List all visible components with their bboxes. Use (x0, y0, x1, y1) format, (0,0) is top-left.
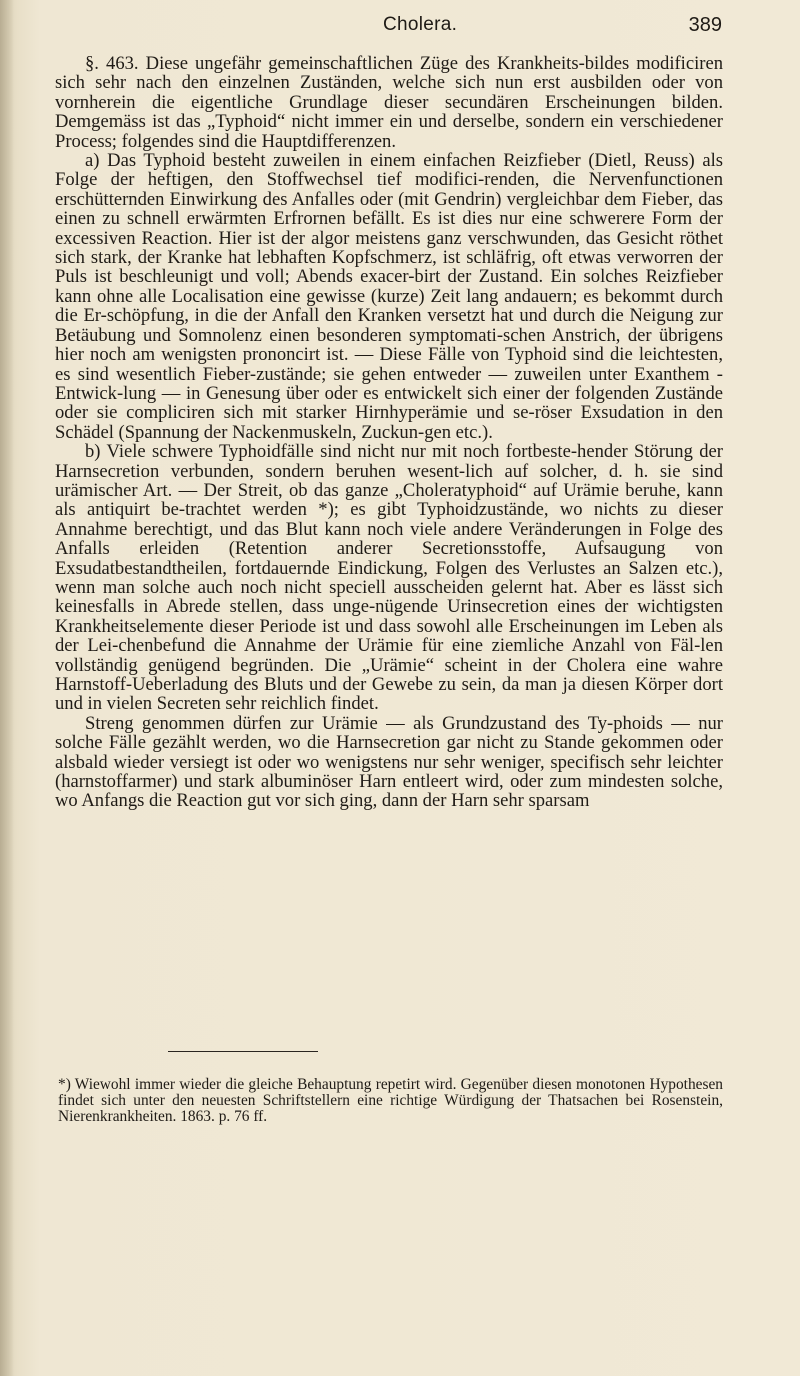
page-header (0, 14, 800, 40)
page-gutter-shadow (0, 0, 14, 1376)
paragraph-streng-genommen: Streng genommen dürfen zur Urämie — als Grundzustand des Ty-phoids — nur solche Fälle gezählt werden, wo die Harnsecretion gar nicht zu Stande gekommen oder alsbald wieder versiegt ist oder wo wenigstens nur sehr weniger, specifisch sehr leichter (harnstoffarmer) und stark albuminöser Harn entleert wird, oder zum mindesten solche, wo Anfangs die Reaction gut vor sich ging, dann der Harn sehr sparsam (55, 712, 723, 812)
page-number: 389 (688, 14, 722, 36)
running-title: Cholera. (383, 14, 458, 35)
paragraph-463-intro: §. 463. Diese ungefähr gemeinschaftlichen Züge des Krankheits-bildes modificiren sich sehr nach den einzelnen Zuständen, welche sich nun erst ausbilden oder von vornherein die eigentliche Grundlage dieser secundären Erscheinungen bilden. Demgemäss ist das „Typhoid“ nicht immer ein und derselbe, sondern ein verschiedener Process; folgendes sind die Hauptdifferenzen. (55, 53, 723, 152)
main-text (55, 54, 723, 811)
footnote: *) Wiewohl immer wieder die gleiche Behauptung repetirt wird. Gegenüber diesen monotonen Hypothesen findet sich unter den neuesten Schriftstellern eine richtige Würdigung der Thatsachen bei Rosenstein, Nierenkrankheiten. 1863. p. 76 ff. (58, 1076, 723, 1126)
paragraph-a-reizfieber: a) Das Typhoid besteht zuweilen in einem einfachen Reizfieber (Dietl, Reuss) als Folge der heftigen, den Stoffwechsel tief modifici-renden, die Nervenfunctionen erschütternden Einwirkung des Anfalles oder (mit Gendrin) vergleichbar dem Fieber, das einen zu schnell erwärmten Erfrornen befällt. Es ist dies nur eine schwerere Form der excessiven Reaction. Hier ist der algor meistens ganz verschwunden, das Gesicht röthet sich stark, der Kranke hat lebhaften Kopfschmerz, ist schläfrig, oft etwas verworren der Puls ist beschleunigt und voll; Abends exacer-birt der Zustand. Ein solches Reizfieber kann ohne alle Localisation eine gewisse (kurze) Zeit lang andauern; es bekommt durch die Er-schöpfung, in die der Anfall den Kranken versetzt hat und durch die Neigung zur Betäubung und Somnolenz einen besonderen symptomati-schen Anstrich, der übrigens hier noch am wenigsten prononcirt ist. — Diese Fälle von Typhoid sind die leichtesten, es sind wesentlich Fieber-zustände; sie gehen entweder — zuweilen unter Exanthem - Entwick-lung — in Genesung über oder es entwickelt sich einer der folgenden Zustände oder sie compliciren sich mit starker Hirnhyperämie und se-röser Exsudation in den Schädel (Spannung der Nackenmuskeln, Zuckun-gen etc.). (55, 150, 723, 443)
paragraph-b-uraemie: b) Viele schwere Typhoidfälle sind nicht nur mit noch fortbeste-hender Störung der Harnsecretion verbunden, sondern beruhen wesent-lich auf solcher, d. h. sie sind urämischer Art. — Der Streit, ob das ganze „Choleratyphoid“ auf Urämie beruhe, kann als antiquirt be-trachtet werden *); es gibt Typhoidzustände, wo nichts zu dieser Annahme berechtigt, und das Blut kann noch viele andere Veränderungen in Folge des Anfalls erleiden (Retention anderer Secretionsstoffe, Aufsaugung von Exsudatbestandtheilen, fortdauernde Eindickung, Folgen des Verlustes an Salzen etc.), wenn man solche auch noch nicht speciell ausscheiden gelernt hat. Aber es lässt sich keinesfalls in Abrede stellen, dass unge-nügende Urinsecretion eines der wichtigsten Krankheitselemente dieser Periode ist und dass sowohl alle Erscheinungen im Leben als der Lei-chenbefund die Annahme der Urämie für eine ziemliche Anzahl von Fäl-len vollständig genügend begründen. Die „Urämie“ scheint in der Cholera eine wahre Harnstoff-Ueberladung des Bluts und der Gewebe zu sein, da man ja diesen Körper dort und in vielen Secreten sehr reichlich findet. (55, 441, 723, 715)
footnote-separator (168, 1051, 318, 1052)
